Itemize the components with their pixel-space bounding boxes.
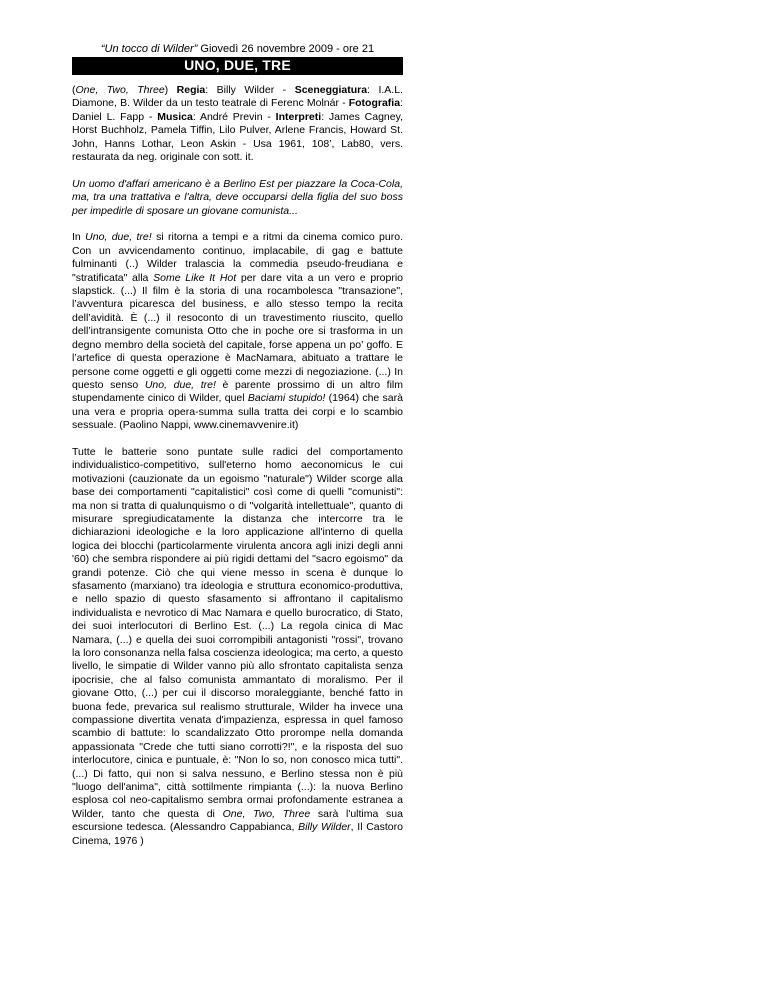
synopsis: Un uomo d'affari americano è a Berlino Est per piazzare la Coca-Cola, ma, tra una trattativa e l'altra, deve occuparsi della figlia del suo boss per impedirle di sposare un giovane comunista... — [72, 177, 403, 217]
screening-header — [72, 42, 403, 56]
series-name: “Un tocco di Wilder” — [100, 43, 198, 55]
fotografia-label: Fotografia — [348, 97, 401, 110]
paren-open: ( — [72, 84, 76, 96]
film-credits — [72, 84, 403, 164]
review1-text: In — [72, 231, 86, 244]
review2-text: , Il Castoro Cinema, 1976 ) — [72, 821, 403, 847]
film-title: UNO, DUE, TRE — [72, 57, 403, 75]
review-paragraph-1 — [72, 231, 403, 432]
review2-film-title: One, Two, Three — [222, 807, 311, 820]
regia-value: : Billy Wilder - — [205, 84, 295, 96]
sceneggiatura-value: : I.A.L. Diamone, B. Wilder da un testo teatrale di Ferenc Molnár - — [72, 84, 403, 110]
review2-book-title: Billy Wilder — [298, 821, 351, 834]
review1-text: si ritorna a tempi e a ritmi da cinema comico puro. Con un avvicendamento continuo, implacabile, di gag e battute fulminanti (..) Wilder tralascia la commedia pseudo-freudiana e "stratificata" alla — [72, 231, 403, 284]
musica-label: Musica — [157, 110, 193, 123]
interpreti-value: : James Cagney, Horst Buchholz, Pamela Tiffin, Lilo Pulver, Arlene Francis, Howard St. John, Hanns Lothar, Leon Askin - Usa 1961, 108’, Lab80, vers. restaurata da neg. originale con sott. it. — [72, 110, 403, 164]
sceneggiatura-label: Sceneggiatura — [294, 84, 368, 96]
review1-film-title: Uno, due, tre! — [85, 231, 152, 244]
review1-text: per dare vita a un vero e proprio slapstick. (...) Il film è la storia di una rocambolesca "transazione", l’avventura picaresca del business, e allo stesso tempo la recita dell’avidità. È (...) il resoconto di un travestimento riuscito, quello dell’intransigente comunista Otto che in poche ore si trasforma in un degno membro della società del capitale, forse appena un po’ goffo. E l’artefice di questa operazione è MacNamara, abituato a trattare le persone come oggetti e gli oggetti come mezzi di negoziazione. (...) In questo senso — [72, 271, 403, 391]
regia-label: Regia — [176, 84, 206, 96]
musica-value: : André Previn - — [192, 110, 276, 123]
document-page — [72, 42, 403, 848]
interpreti-label: Interpreti — [275, 110, 322, 123]
fotografia-value: : Daniel L. Fapp - — [72, 97, 403, 123]
review1-film-title: Uno, due, tre! — [144, 378, 216, 391]
original-title: One, Two, Three — [75, 84, 165, 96]
paren-close: ) — [164, 84, 177, 96]
review2-text: Tutte le batterie sono puntate sulle radici del comportamento individualistico-competitivo, sull'eterno homo aeconomicus le cui motivazioni (cauzionate da un egoismo "naturale") Wilder scorge alla base dei comportamenti "capitalistici" così come di quelli "comunisti": ma non si tratta di qualunquismo o di "volgarità intellettuale", quanto di misurare spregiudicatamente la distanza che intercorre tra le dichiarazioni ideologiche e la loro applicazione all'interno di quella logica dei blocchi (particolarmente virulenta ancora agli inizi degli anni '60) che sembra rispondere ai più rigidi dettami del "sacro egoismo" da grandi potenze. Ciò che qui viene messo in scena è dunque lo sfasamento (marxiano) tra ideologia e struttura economico-produttiva, e nello spazio di questo sfasamento si affrontano il capitalismo individualista e nevrotico di Mac Namara e quello burocratico, di Stato, dei suoi interlocutori di Berlino Est. (...) La regola cinica di Mac Namara, (...) e quella dei suoi corrompibili antagonisti "rossi", trovano la loro consonanza nella falsa coscienza ideologica; ma certo, a questo livello, le simpatie di Wilder vanno più allo sfrontato capitalista senza ipocrisie, che al falso comunista ammantato di moralismo. Per il giovane Otto, (...) per cui il discorso moraleggiante, benché fatto in buona fede, prevarica sul realismo strutturale, Wilder ha invece una compassione divertita venata d'impazienza, espressa in quel famoso scambio di battute: lo scandalizzato Otto prorompe nella domanda appassionata "Crede che tutti siano corrotti?!", e la risposta del suo interlocutore, cinica e puntuale, è: "Non lo so, non conosco mica tutti". (...) Di fatto, qui non si salva nessuno, e Berlino stessa non è più "luogo dell'anima", città sottilmente rimpianta (...): la nuova Berlino esplosa col neo-capitalismo sembra ormai profondamente estranea a Wilder, tanto che questa di — [72, 445, 403, 820]
review-paragraph-2 — [72, 446, 403, 848]
review2-text: sarà l'ultima sua escursione tedesca. (Alessandro Cappabianca, — [72, 807, 403, 834]
review1-text: (1964) che sarà una vera e propria opera-summa sulla tratta dei corpi e lo scambio sessuale. (Paolino Nappi, www.cinemavvenire.it) — [72, 392, 403, 432]
review1-film-title: Baciami stupido! — [247, 392, 326, 405]
screening-date: Giovedì 26 novembre 2009 - ore 21 — [197, 43, 375, 55]
review1-text: è parente prossimo di un altro film stupendamente cinico di Wilder, quel — [72, 378, 403, 405]
review1-film-title: Some Like It Hot — [153, 271, 237, 284]
